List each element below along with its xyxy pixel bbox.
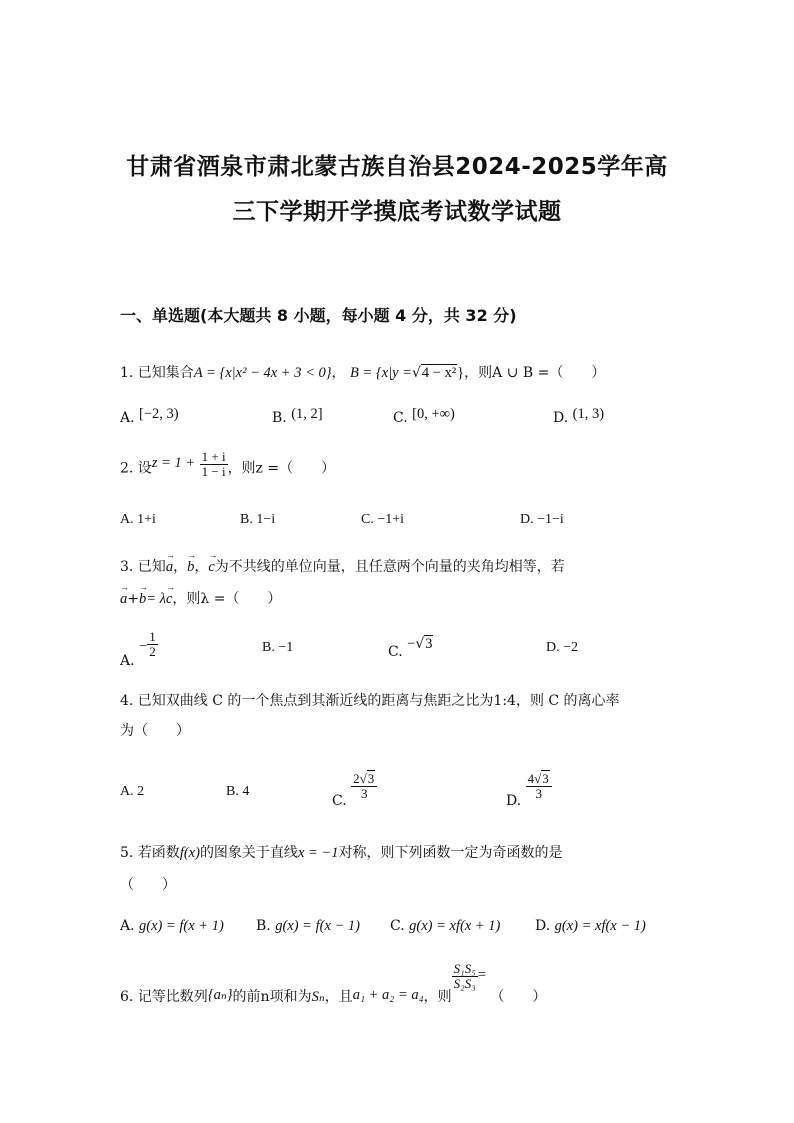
q1-set-b-radicand: 4 − x² [421,365,457,381]
q5-fx: f(x) [179,845,200,861]
q6-fraction: $\frac{\text{S₁S₅}}{\text{S₂S₃}}$ [453,961,476,991]
q2-option-c: C. −1+i [361,512,405,527]
q2-option-b: B. 1−i [240,512,276,527]
q5-option-a: A. g(x) = f(x + 1) [120,918,224,934]
question-4-line-2: 为（ ） [120,723,190,739]
q2-expr: z = 1 + [151,454,196,471]
question-3-line-2: a →+b →= λc →，则λ =（ ） [120,588,281,608]
q1-set-b-post: } [457,365,465,381]
q1-set-a: A = {x|x² − 4x + 3 < 0} [193,365,332,381]
question-6: 6. 记等比数列{aₙ}的前n项和为Sₙ，且a₁ + a₂ = a₄，则 $\frac{\text{S₁S₅}}{\text{S₂S₃}}$ = （ ） [120,961,547,1005]
vector-b: b → [187,559,194,576]
q5-line: x = −1 [297,845,339,861]
q1-sqrt-sign: √ [411,365,421,381]
q2-prefix: 2. 设 [120,460,152,477]
q1-set-b-pre: B = {x|y = [350,365,412,381]
q3-option-d: D. −2 [546,640,579,655]
q4-option-d: D. $\frac{4√3}{3}$ [506,772,552,801]
q1-sep: ， [331,365,346,381]
q5-option-b: B. g(x) = f(x − 1) [256,918,360,934]
section-heading: 一、单选题(本大题共 8 小题，每小题 4 分，共 32 分) [120,306,517,325]
q1-option-a: A. [−2, 3) [120,406,179,426]
q1-option-b: B. (1, 2] [272,406,323,426]
q4-option-a: A. 2 [120,784,145,799]
question-3-line-1: 3. 已知a →，b →，c →为不共线的单位向量，且任意两个向量的夹角均相等，若 [120,556,565,576]
q3-option-c: C. −√3 [388,636,433,660]
title-line-2: 三下学期开学摸底考试数学试题 [232,199,562,225]
title-line-1: 甘肃省酒泉市肃北蒙古族自治县2024-2025学年高 [126,154,668,180]
q2-tail: ，则z =（ ） [227,460,336,477]
q4-option-c: C. $\frac{2√3}{3}$ [332,772,377,801]
q5-option-d: D. g(x) = xf(x − 1) [535,918,646,934]
question-4-line-1: 4. 已知双曲线 C 的一个焦点到其渐近线的距离与焦距之比为1:4，则 C 的离心率 [120,693,620,709]
q1-option-d: D. (1, 3) [553,406,605,426]
vector-a: a → [166,559,173,576]
question-5-line-2: （ ） [120,877,176,893]
vector-c: c → [208,559,214,576]
q2-option-a: A. 1+i [120,512,156,527]
question-1 [120,362,605,382]
q3-option-b: B. −1 [262,640,294,655]
question-5-line-1: 5. 若函数f(x)的图象关于直线x = −1对称，则下列函数一定为奇函数的是 [120,845,563,861]
q1-option-c: C. [0, +∞) [393,406,455,426]
q5-option-c: C. g(x) = xf(x + 1) [390,918,501,934]
q3-option-a: A. − $\frac{1}{2}$ [120,629,156,669]
q1-prefix: 1. 已知集合 [120,365,194,381]
q4-option-b: B. 4 [226,784,250,799]
question-2 [120,449,336,483]
q2-fraction: $\frac{1 + i}{1 - i}$ [201,449,226,479]
q2-option-d: D. −1−i [520,512,564,527]
q1-tail: ，则A ∪ B =（ ） [464,365,606,381]
